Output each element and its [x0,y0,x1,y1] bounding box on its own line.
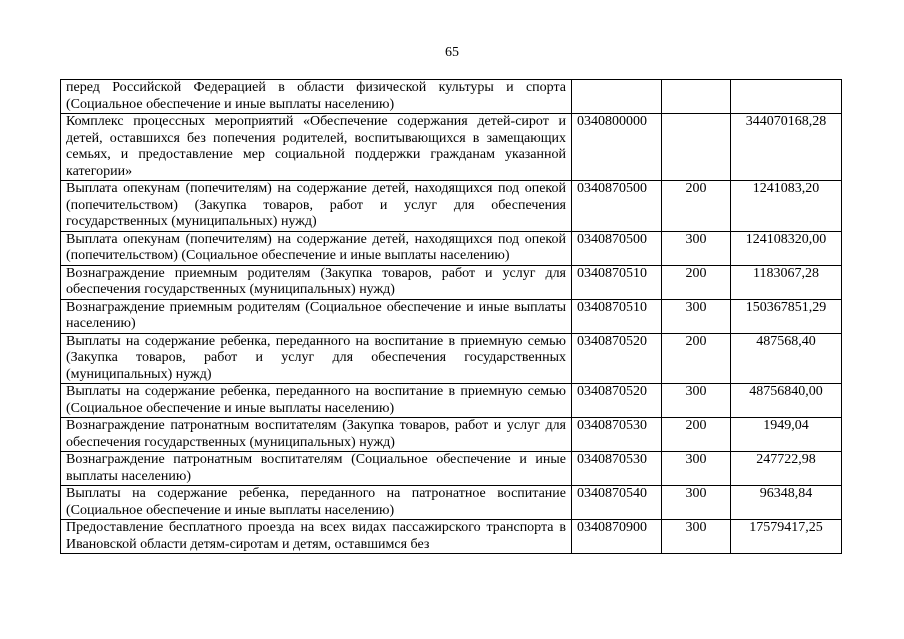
amount-cell: 247722,98 [731,452,842,486]
expense-type-cell: 200 [662,265,731,299]
target-code-cell: 0340870530 [572,418,662,452]
amount-cell: 344070168,28 [731,114,842,181]
item-name-cell: Выплаты на содержание ребенка, переданного на патронатное воспитание (Социальное обеспечение и иные выплаты населению) [61,486,572,520]
page-number: 65 [445,45,459,60]
amount-cell [731,80,842,114]
target-code-cell: 0340870530 [572,452,662,486]
target-code-cell: 0340800000 [572,114,662,181]
amount-cell: 1949,04 [731,418,842,452]
target-code-cell: 0340870510 [572,299,662,333]
amount-cell: 1183067,28 [731,265,842,299]
table-row [61,418,842,452]
item-name-cell: Вознаграждение приемным родителям (Закупка товаров, работ и услуг для обеспечения государственных (муниципальных) нужд) [61,265,572,299]
target-code-cell: 0340870520 [572,384,662,418]
expense-type-cell [662,114,731,181]
expense-type-cell: 300 [662,384,731,418]
expense-type-cell: 200 [662,333,731,384]
item-name-cell: Вознаграждение патронатным воспитателям (Закупка товаров, работ и услуг для обеспечения государственных (муниципальных) нужд) [61,418,572,452]
expense-type-cell: 200 [662,418,731,452]
target-code-cell: 0340870520 [572,333,662,384]
expense-type-cell: 300 [662,299,731,333]
target-code-cell: 0340870900 [572,520,662,554]
target-code-cell: 0340870510 [572,265,662,299]
table-row [61,520,842,554]
item-name-cell: Выплата опекунам (попечителям) на содержание детей, находящихся под опекой (попечительством) (Социальное обеспечение и иные выплаты населению) [61,231,572,265]
table-row [61,231,842,265]
target-code-cell: 0340870500 [572,231,662,265]
item-name-cell: Выплаты на содержание ребенка, переданного на воспитание в приемную семью (Социальное обеспечение и иные выплаты населению) [61,384,572,418]
amount-cell: 17579417,25 [731,520,842,554]
table-row [61,265,842,299]
expense-type-cell: 300 [662,520,731,554]
amount-cell: 124108320,00 [731,231,842,265]
table-row [61,452,842,486]
item-name-cell: перед Российской Федерацией в области физической культуры и спорта (Социальное обеспечение и иные выплаты населению) [61,80,572,114]
table-row [61,181,842,232]
amount-cell: 487568,40 [731,333,842,384]
expense-type-cell: 300 [662,486,731,520]
item-name-cell: Вознаграждение патронатным воспитателям (Социальное обеспечение и иные выплаты населению) [61,452,572,486]
amount-cell: 1241083,20 [731,181,842,232]
table-row [61,333,842,384]
item-name-cell: Комплекс процессных мероприятий «Обеспечение содержания детей-сирот и детей, оставшихся без попечения родителей, воспитывающихся в замещающих семьях, и предоставление мер социальной поддержки гражданам указанной категории» [61,114,572,181]
expense-type-cell: 200 [662,181,731,232]
item-name-cell: Выплата опекунам (попечителям) на содержание детей, находящихся под опекой (попечительством) (Закупка товаров, работ и услуг для обеспечения государственных (муниципальных) нужд) [61,181,572,232]
target-code-cell: 0340870500 [572,181,662,232]
amount-cell: 150367851,29 [731,299,842,333]
target-code-cell [572,80,662,114]
budget-table [60,79,842,554]
item-name-cell: Выплаты на содержание ребенка, переданного на воспитание в приемную семью (Закупка товаров, работ и услуг для обеспечения государственных (муниципальных) нужд) [61,333,572,384]
table-row [61,80,842,114]
expense-type-cell: 300 [662,452,731,486]
expense-type-cell [662,80,731,114]
target-code-cell: 0340870540 [572,486,662,520]
item-name-cell: Вознаграждение приемным родителям (Социальное обеспечение и иные выплаты населению) [61,299,572,333]
table-row [61,486,842,520]
table-row [61,384,842,418]
amount-cell: 96348,84 [731,486,842,520]
budget-table-body [61,80,842,554]
expense-type-cell: 300 [662,231,731,265]
table-row [61,299,842,333]
amount-cell: 48756840,00 [731,384,842,418]
item-name-cell: Предоставление бесплатного проезда на всех видах пассажирского транспорта в Ивановской области детям-сиротам и детям, оставшимся без [61,520,572,554]
table-row [61,114,842,181]
